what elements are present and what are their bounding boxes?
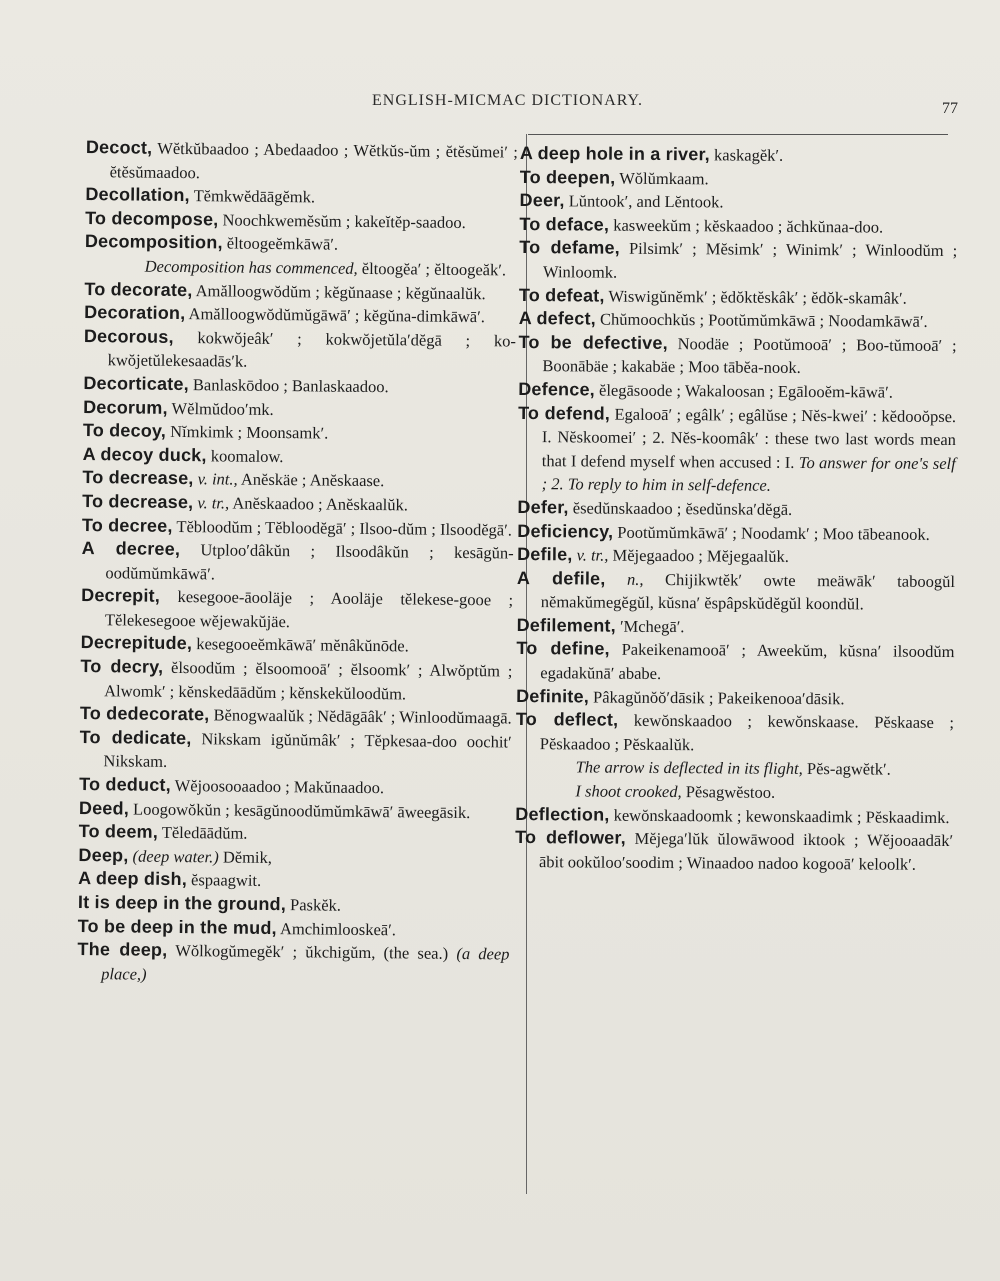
headword: To deflect,	[515, 709, 619, 730]
headword: Decorum,	[83, 396, 168, 418]
definition: Tĕbloodŭm ; Tĕbloodĕgā′ ; Ilsoo-dŭm ; Ilsoodĕgā′.	[176, 516, 513, 539]
headword: To dedecorate,	[79, 703, 210, 725]
italic-note: v. tr.,	[197, 493, 230, 513]
definition: Chijikwtĕk′ owte meäwāk′ taboogŭl nĕmakŭmegĕgŭl, kŭsna′ ĕspâpskŭdĕgŭl koondŭl.	[540, 569, 956, 614]
definition: ĕsedŭnskaadoo ; ĕsedŭnska′dĕgā.	[572, 498, 793, 519]
definition: Noodäe ; Pootŭmooā′ ; Boo-tŭmooā′ ; Boonābäe ; kakabäe ; Moo tābĕa-nook.	[542, 333, 957, 378]
headword: Decrepitude,	[80, 632, 193, 654]
headword: Deficiency,	[517, 520, 614, 542]
headword: To define,	[516, 638, 610, 660]
headword: Decoct,	[85, 136, 153, 158]
definition: Bĕnogwaalŭk ; Nĕdāgāâk′ ; Winloodŭmaagā.	[213, 705, 512, 728]
dictionary-entry	[520, 166, 958, 193]
dictionary-entry	[516, 755, 954, 782]
headword: Decollation,	[85, 184, 190, 206]
dictionary-entry	[517, 567, 955, 617]
headword: To defend,	[518, 402, 611, 424]
headword: It is deep in the ground,	[77, 891, 287, 915]
headword: To be defective,	[518, 331, 668, 353]
headword: A deep hole in a river,	[519, 142, 710, 165]
dictionary-entry	[77, 938, 509, 990]
dictionary-entry	[518, 331, 956, 381]
definition: kesegooeĕmkāwā′ mĕnâkŭnōde.	[196, 634, 409, 656]
headword: Decorticate,	[83, 372, 189, 395]
definition: Tĕledāādŭm.	[161, 823, 248, 843]
definition: Pilsimk′ ; Mĕsimk′ ; Winimk′ ; Winloodŭm ; Winloomk.	[543, 239, 958, 282]
dictionary-entry	[520, 142, 958, 169]
headword: To decrease,	[82, 467, 194, 489]
headword: Decorous,	[83, 325, 174, 347]
definition: kewŏnskaadoomk ; kewonskaadimk ; Pĕskaadimk.	[613, 805, 950, 827]
headword: To decorate,	[84, 278, 193, 300]
definition: Chŭmoochkŭs ; Pootŭmŭmkāwā ; Noodamkāwā′.	[599, 309, 928, 332]
definition: Lŭntook′, and Lĕntook.	[568, 191, 724, 212]
dictionary-entry	[515, 826, 953, 876]
italic-note: v. tr.,	[576, 545, 609, 565]
definition: Pâkagŭnŏŏ′dāsik ; Pakeikenooa′dāsik.	[593, 687, 845, 708]
headword: Decomposition,	[84, 231, 223, 253]
italic-note: n.,	[626, 569, 644, 589]
definition: Wĕjoosooaadoo ; Makŭnaadoo.	[174, 775, 385, 798]
definition: ĕlegāsoode ; Wakaloosan ; Egālooĕm-kāwā′.	[598, 380, 893, 402]
definition: kewŏnskaadoo ; kewŏnskaase. Pĕskaase ; Pĕskaadoo ; Pĕskaalŭk.	[539, 711, 955, 755]
italic-note: Decomposition has commenced,	[144, 256, 358, 278]
dictionary-entry	[515, 779, 953, 806]
headword: To defeat,	[518, 284, 605, 306]
dictionary-entry	[516, 685, 954, 712]
definition: ĕlsoodŭm ; ĕlsoomooā′ ; ĕlsoomk′ ; Alwŏptŭm ; Alwomk′ ; kĕnskedāādŭm ; kĕnskekŭloodŭm.	[104, 657, 513, 704]
definition: kesegooe-āooläje ; Aooläje tĕlekese-gooe ; Tĕlekesegooe wĕjewakŭjäe.	[104, 587, 514, 632]
definition: Wĕtkŭbaadoo ; Abedaadoo ; Wĕtkŭs-ŭm ; ĕtĕsŭmei′ ; ĕtĕsŭmaadoo.	[109, 138, 518, 182]
dictionary-entry	[518, 402, 957, 499]
headword: Deep,	[78, 844, 129, 866]
headword: A decoy duck,	[82, 443, 207, 465]
headword: A defect,	[518, 308, 596, 329]
definition: Mĕjegaadoo ; Mĕjegaalŭk.	[612, 545, 790, 566]
italic-note: The arrow is deflected in its flight,	[575, 757, 803, 779]
header-rule	[528, 134, 948, 135]
headword: Decoration,	[84, 302, 186, 324]
dictionary-entry	[80, 655, 512, 707]
headword: Defilement,	[516, 614, 616, 636]
dictionary-entry	[516, 637, 954, 687]
headword: To dedicate,	[79, 726, 192, 748]
headword: A defile,	[516, 567, 606, 589]
dictionary-entry	[518, 378, 956, 405]
definition: Loogowŏkŭn ; kesāgŭnoodŭmŭmkāwā′ āweegāsik.	[133, 799, 471, 822]
definition: Anĕskäe ; Anĕskaase.	[240, 469, 385, 491]
headword: A deep dish,	[78, 868, 188, 890]
definition: Nĭmkimk ; Moonsamk′.	[170, 422, 329, 443]
italic-note: v. int.,	[197, 469, 238, 489]
italic-note: I shoot crooked,	[575, 781, 682, 802]
headword: To deepen,	[519, 166, 616, 188]
italic-note: (a deep place,)	[101, 944, 510, 984]
dictionary-entry	[84, 325, 516, 377]
headword: Defer,	[517, 496, 569, 518]
headword: Deer,	[519, 190, 565, 211]
definition: Amălloogwŏdŭmŭgāwā′ ; kĕgŭna-dimkāwā′.	[188, 304, 486, 327]
definition: Pakeikenamooā′ ; Aweekŭm, kŭsna′ ilsoodŭm egadakŭnā′ ababe.	[540, 640, 955, 684]
italic-note: To answer for one's self ; 2. To reply to him in self-defence.	[541, 452, 956, 496]
dictionary-entry	[515, 803, 953, 830]
definition: ′Mchegā′.	[619, 616, 685, 637]
right-column	[515, 142, 958, 876]
definition: koomalow.	[210, 446, 284, 466]
dictionary-entry	[516, 708, 954, 758]
headword: Deed,	[78, 797, 130, 819]
headword: A decree,	[81, 538, 181, 560]
headword: Defile,	[517, 544, 573, 565]
definition: Egalooā′ ; egâlk′ ; egâlŭse ; Nĕs-kwei′ : kĕdooŏpse. I. Nĕskoomei′ ; 2. Nĕs-koomâk′ : these two last words mean that I defend myself when accused : I.	[541, 404, 957, 472]
italic-note: (deep water.)	[132, 846, 219, 867]
definition: Nikskam igŭnŭmâk′ ; Tĕpkesaa-doo oochit′ Nikskam.	[103, 729, 512, 772]
headword: To decree,	[81, 514, 173, 536]
headword: Decrepit,	[81, 585, 161, 607]
running-title: ENGLISH-MICMAC DICTIONARY.	[372, 92, 644, 109]
definition: Paskĕk.	[290, 895, 342, 915]
definition: ĕspaagwit.	[190, 870, 262, 891]
headword: To decompose,	[85, 207, 219, 230]
headword: To be deep in the mud,	[77, 915, 277, 938]
definition: Mĕjega′lŭk ŭlowāwood iktook ; Wĕjooaadāk′ ābit ookŭloo′soodim ; Winaadoo nadoo kogooā′ keloolk′.	[538, 829, 954, 874]
definition: kokwŏjeâk′ ; kokwŏjetŭla′dĕgā ; ko-kwŏjetŭlekesaadās′k.	[107, 327, 516, 372]
headword: To deem,	[78, 821, 159, 843]
dictionary-entry	[81, 584, 513, 636]
page-header	[0, 92, 1000, 116]
headword: Deflection,	[515, 803, 610, 825]
definition: Anĕskaadoo ; Anĕskaalŭk.	[232, 493, 409, 515]
headword: To decrease,	[82, 490, 194, 513]
definition: ĕltoogeĕmkāwā′.	[226, 233, 339, 255]
dictionary-entry	[81, 537, 513, 589]
dictionary-entry	[519, 307, 957, 334]
definition: Utploo′dâkŭn ; Ilsoodâkŭn ; kesāgŭn-oodŭmŭmkāwā′.	[105, 540, 514, 584]
page-number: 77	[942, 100, 958, 117]
definition: Wĕlmŭdoo′mk.	[171, 398, 274, 419]
left-column	[77, 136, 518, 990]
definition: kasweekŭm ; kĕskaadoo ; ăchkŭnaa-doo.	[613, 215, 884, 237]
definition: Noochkwemĕsŭm ; kakeĭtĕp-saadoo.	[222, 210, 466, 232]
definition: Pĕs-agwĕtk′.	[806, 759, 891, 780]
definition: Dĕmik,	[222, 847, 273, 867]
dictionary-entry	[517, 543, 955, 570]
dictionary-entry	[519, 236, 957, 286]
headword: Definite,	[516, 685, 590, 707]
dictionary-entry	[517, 519, 955, 546]
definition: Amălloogwŏdŭm ; kĕgŭnaase ; kĕgŭnaalŭk.	[195, 280, 486, 303]
headword: To defame,	[519, 237, 620, 259]
dictionary-entry	[519, 284, 957, 311]
dictionary-entry	[79, 726, 511, 778]
headword: To deface,	[519, 213, 610, 235]
headword: To decoy,	[82, 420, 167, 441]
headword: Defence,	[518, 378, 595, 400]
definition: Banlaskōdoo ; Banlaskaadoo.	[192, 375, 389, 397]
definition: Wŏlkogŭmegĕk′ ; ŭkchigŭm, (the sea.)	[175, 941, 449, 964]
dictionary-entry	[517, 496, 955, 523]
definition: Pĕsagwĕstoo.	[685, 782, 776, 802]
definition: Wŏlŭmkaam.	[619, 168, 709, 188]
headword: The deep,	[77, 939, 168, 961]
definition: ĕltoogĕa′ ; ĕltoogeăk′.	[361, 258, 507, 280]
dictionary-entry	[520, 189, 958, 216]
definition: Pootŭmŭmkāwā′ ; Noodamk′ ; Moo tābeanook.	[617, 522, 930, 544]
headword: To deflower,	[515, 827, 626, 848]
dictionary-entry	[86, 136, 518, 188]
definition: Tĕmkwĕdāāgĕmk.	[193, 186, 316, 207]
definition: Wiswigŭnĕmk′ ; ĕdŏktĕskâk′ ; ĕdŏk-skamâk′.	[608, 286, 907, 308]
dictionary-entry	[519, 213, 957, 240]
definition: Amchimlooskeā′.	[279, 918, 396, 939]
dictionary-entry	[517, 614, 955, 641]
headword: To deduct,	[79, 773, 171, 795]
headword: To decry,	[80, 656, 164, 677]
definition: kaskagĕk′.	[713, 145, 784, 165]
